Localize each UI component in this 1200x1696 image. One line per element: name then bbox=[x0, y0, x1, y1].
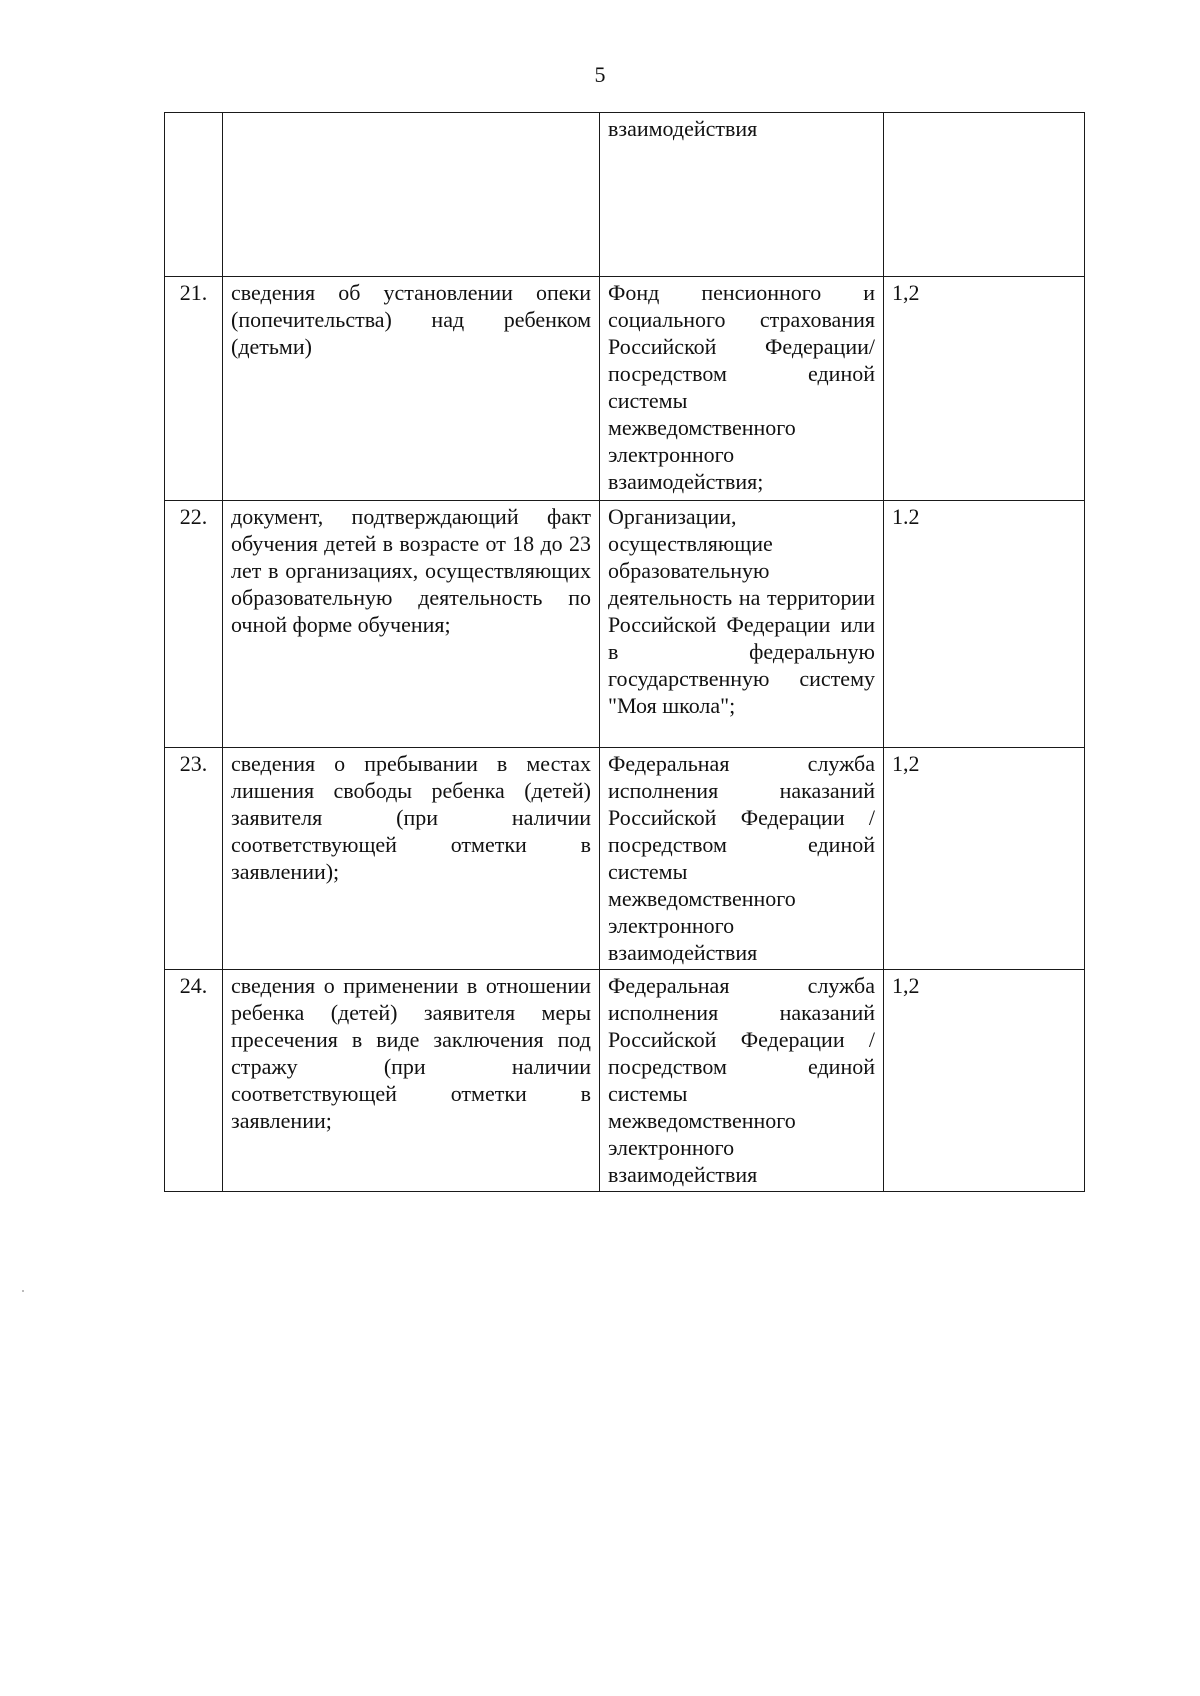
scan-speck bbox=[22, 1290, 24, 1292]
row-source: Фонд пенсионного и социального страхования Российской Федерации/посредством единой системы межведомственного электронного взаимодействия; bbox=[600, 277, 884, 501]
row-number bbox=[165, 113, 223, 277]
row-description: документ, подтверждающий факт обучения детей в возрасте от 18 до 23 лет в организациях, осуществляющих образовательную деятельность по очной форме обучения; bbox=[223, 501, 600, 748]
table-row bbox=[165, 113, 1085, 277]
row-source: Федеральная служба исполнения наказаний Российской Федерации /посредством единой системы межведомственного электронного взаимодействия bbox=[600, 970, 884, 1192]
page-number: 5 bbox=[594, 62, 606, 87]
row-description: сведения о применении в отношении ребенка (детей) заявителя меры пресечения в виде заключения под стражу (при наличии соответствующей отметки в заявлении; bbox=[223, 970, 600, 1192]
row-source: Федеральная служба исполнения наказаний Российской Федерации /посредством единой системы межведомственного электронного взаимодействия bbox=[600, 748, 884, 970]
row-code: 1,2 bbox=[884, 277, 1085, 501]
row-code bbox=[884, 113, 1085, 277]
row-code: 1,2 bbox=[884, 970, 1085, 1192]
document-table bbox=[164, 112, 1085, 1192]
row-number: 22. bbox=[165, 501, 223, 748]
row-code: 1,2 bbox=[884, 748, 1085, 970]
row-number: 24. bbox=[165, 970, 223, 1192]
table-row bbox=[165, 748, 1085, 970]
table-row bbox=[165, 277, 1085, 501]
row-description: сведения об установлении опеки (попечительства) над ребенком (детьми) bbox=[223, 277, 600, 501]
row-source: взаимодействия bbox=[600, 113, 884, 277]
row-number: 23. bbox=[165, 748, 223, 970]
row-number: 21. bbox=[165, 277, 223, 501]
row-description bbox=[223, 113, 600, 277]
row-source: Организации, осуществляющие образовательную деятельность на территории Российской Федерации или в федеральную государственную систему "Моя школа"; bbox=[600, 501, 884, 748]
row-code: 1.2 bbox=[884, 501, 1085, 748]
table-row bbox=[165, 970, 1085, 1192]
table-row bbox=[165, 501, 1085, 748]
row-description: сведения о пребывании в местах лишения свободы ребенка (детей) заявителя (при наличии соответствующей отметки в заявлении); bbox=[223, 748, 600, 970]
